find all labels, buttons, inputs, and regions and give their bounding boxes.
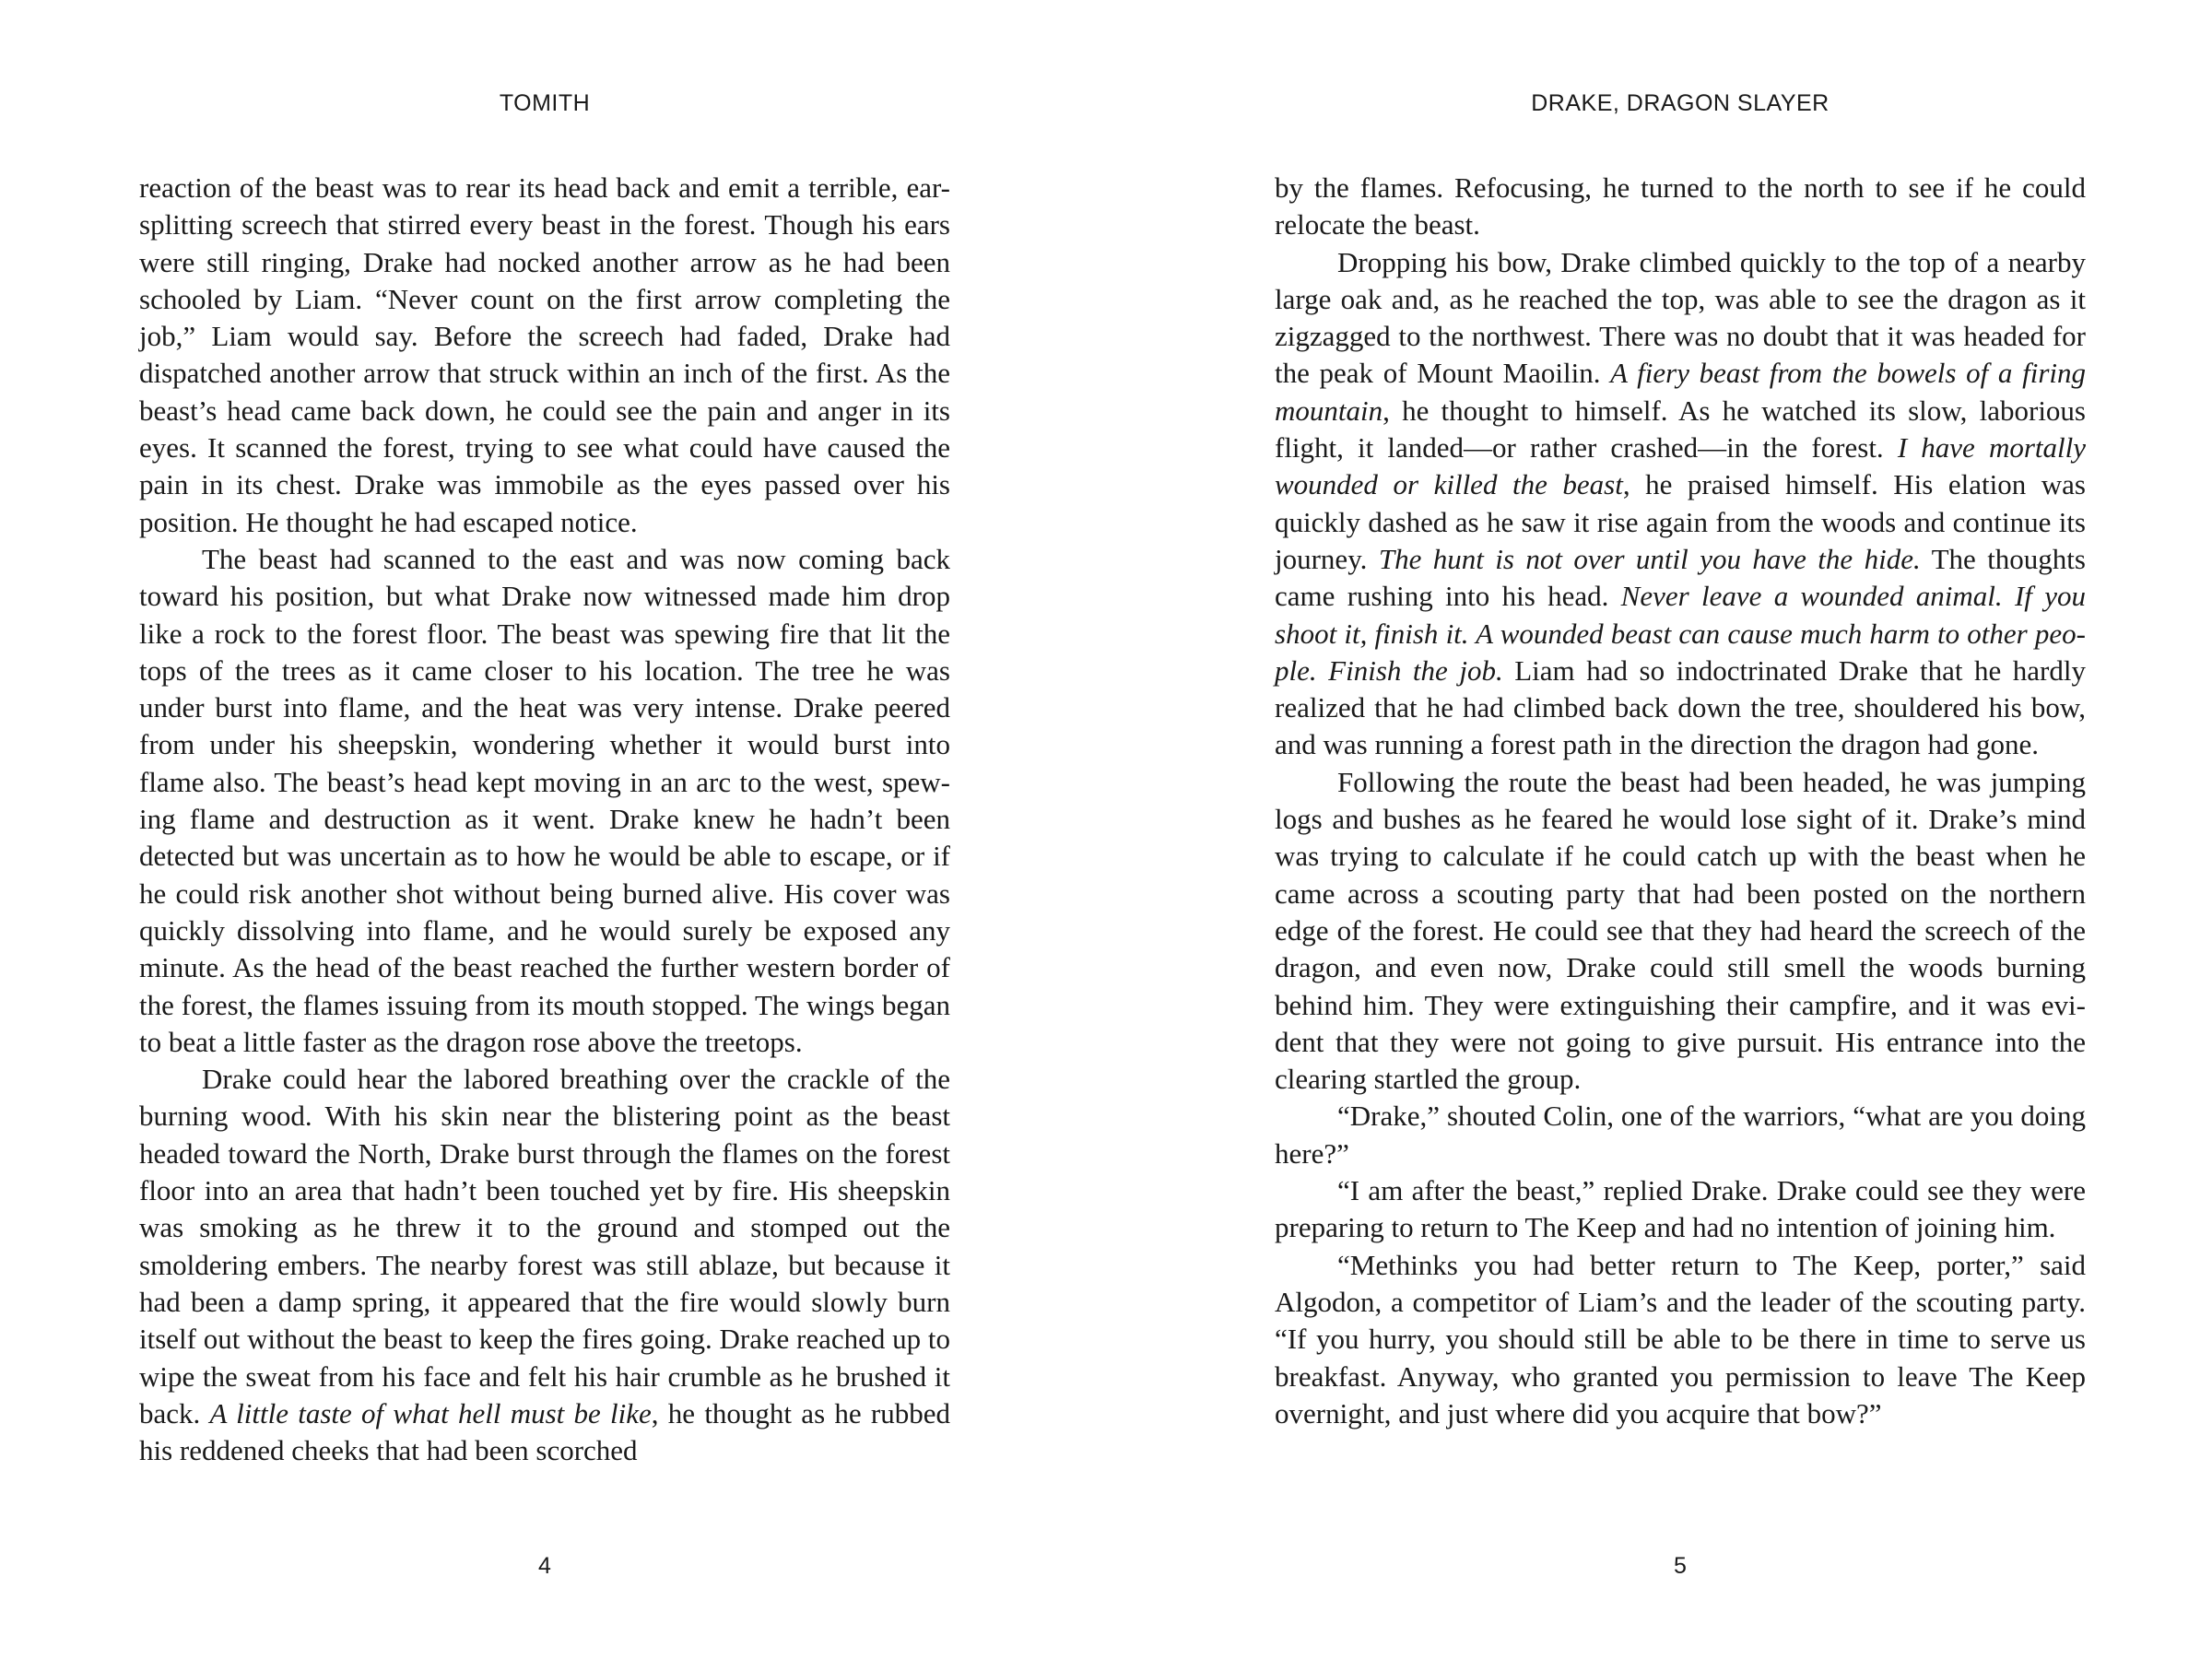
text-run: by the flames. Refocusing, he turned to the north to see if he could relocate the beast. [1275,171,2086,241]
text-run: Liam had so indoctrinated Drake that he hardly realized that he had climbed back down the tree, shouldered his bow, and was running a forest path in the direction the dragon had gone. [1275,653,2086,761]
text-run: , he thought as he rubbed his reddened cheeks that had been scorched [139,1396,950,1467]
italic-thought: The hunt is not over until you have the hide. [1378,542,1921,575]
paragraph [139,170,950,541]
paragraph [139,1061,950,1469]
paragraph [1275,170,2086,244]
text-run: Drake could hear the labored breathing over the crackle of the burning wood. With his skin near the blistering point as the beast headed toward the North, Drake burst through the flames on the forest floor into an area that hadn’t been touched yet by fire. His sheepskin was smoking as he threw it to the ground and stomped out the smoldering embers. The nearby forest was still ablaze, but because it had been a damp spring, it appeared that the fire would slowly burn itself out without the beast to keep the fires going. Drake reached up to wipe the sweat from his face and felt his hair crumble as he brushed it back. [139,1063,950,1430]
text-run: “Methinks you had better return to The Keep, porter,” said Algodon, a competitor of Liam’s and the leader of the scouting party. “If you hurry, you should still be able to be there in time to serve us breakfast. Anyway, who granted you permission to leave The Keep overnight, and just where did you acquire that bow?” [1275,1248,2086,1430]
text-run: Dropping his bow, Drake climbed quickly to the top of a nearby large oak and, as he reached the top, was able to see the dragon as it zigzagged to the northwest. There was no doubt that it was headed for the peak of Mount Maoilin. [1275,245,2086,390]
text-run: “I am after the beast,” replied Drake. Drake could see they were preparing to return to The Keep and had no intention of joining him. [1275,1174,2086,1244]
text-run: The beast had scanned to the east and was now coming back toward his position, but what Drake now witnessed made him drop like a rock to the forest floor. The beast was spewing fire that lit the tops of the trees as it came closer to his location. The tree he was under burst into flame, and the heat was very intense. Drake peered from under his sheepskin, wondering whether it would burst into flame also. The beast’s head kept moving in an arc to the west, spewing flame and destruction as it went. Drake knew he hadn’t been detected but was uncertain as to how he would be able to escape, or if he could risk another shot without being burned alive. His cover was quickly dissolving into flame, and he would surely be exposed any minute. As the head of the beast reached the further western border of the forest, the flames issuing from its mouth stopped. The wings began to beat a little faster as the dragon rose above the treetops. [139,542,950,1058]
italic-thought: I have mortally wounded or killed the beast [1275,431,2086,501]
paragraph [1275,764,2086,1099]
italic-thought: A little taste of what hell must be like [209,1396,652,1430]
text-run: The thoughts came rushing into his head. [1275,542,2086,613]
paragraph [1275,244,2086,764]
paragraph [1275,1098,2086,1172]
right-page [1106,0,2212,1659]
italic-thought: A fiery beast from the bowels of a firing mountain [1275,357,2086,427]
italic-thought: Never leave a wounded animal. If you shoot it, finish it. A wounded beast can cause much harm to other people. Finish the job. [1275,580,2087,687]
text-run: reaction of the beast was to rear its head back and emit a terrible, ear-splitting screech that stirred every beast in the forest. Though his ears were still ringing, Drake had nocked another arrow as he had been schooled by Liam. “Never count on the first arrow completing the job,” Liam would say. Before the screech had faded, Drake had dispatched another arrow that struck within an inch of the first. As the beast’s head came back down, he could see the pain and anger in its eyes. It scanned the forest, trying to see what could have caused the pain in its chest. Drake was immobile as the eyes passed over his position. He thought he had escaped notice. [139,171,950,538]
text-run: “Drake,” shouted Colin, one of the warriors, “what are you doing here?” [1275,1100,2086,1170]
paragraph [1275,1172,2086,1247]
page-number: 4 [538,1553,551,1579]
running-head: DRAKE, DRAGON SLAYER [1531,90,1830,116]
text-run: Following the route the beast had been headed, he was jumping logs and bushes as he feared he would lose sight of it. Drake’s mind was trying to calculate if he could catch up with the beast when he came across a scouting party that had been posted on the northern edge of the forest. He could see that they had heard the screech of the dragon, and even now, Drake could still smell the woods burning behind him. They were extinguishing their campfire, and it was evident that they were not going to give pursuit. His entrance into the clearing startled the group. [1275,765,2086,1096]
text-run: , he praised himself. His elation was quickly dashed as he saw it rise again from the woods and continue its journey. [1275,468,2086,575]
paragraph [1275,1247,2086,1432]
page-body-text [1275,170,2086,1432]
page-number: 5 [1674,1553,1687,1579]
page-body-text [139,170,950,1469]
text-run: , he thought to himself. As he watched its slow, laborious flight, it landed—or rather crashed—in the forest. [1275,394,2086,465]
running-head: TOMITH [499,90,591,116]
paragraph [139,541,950,1061]
